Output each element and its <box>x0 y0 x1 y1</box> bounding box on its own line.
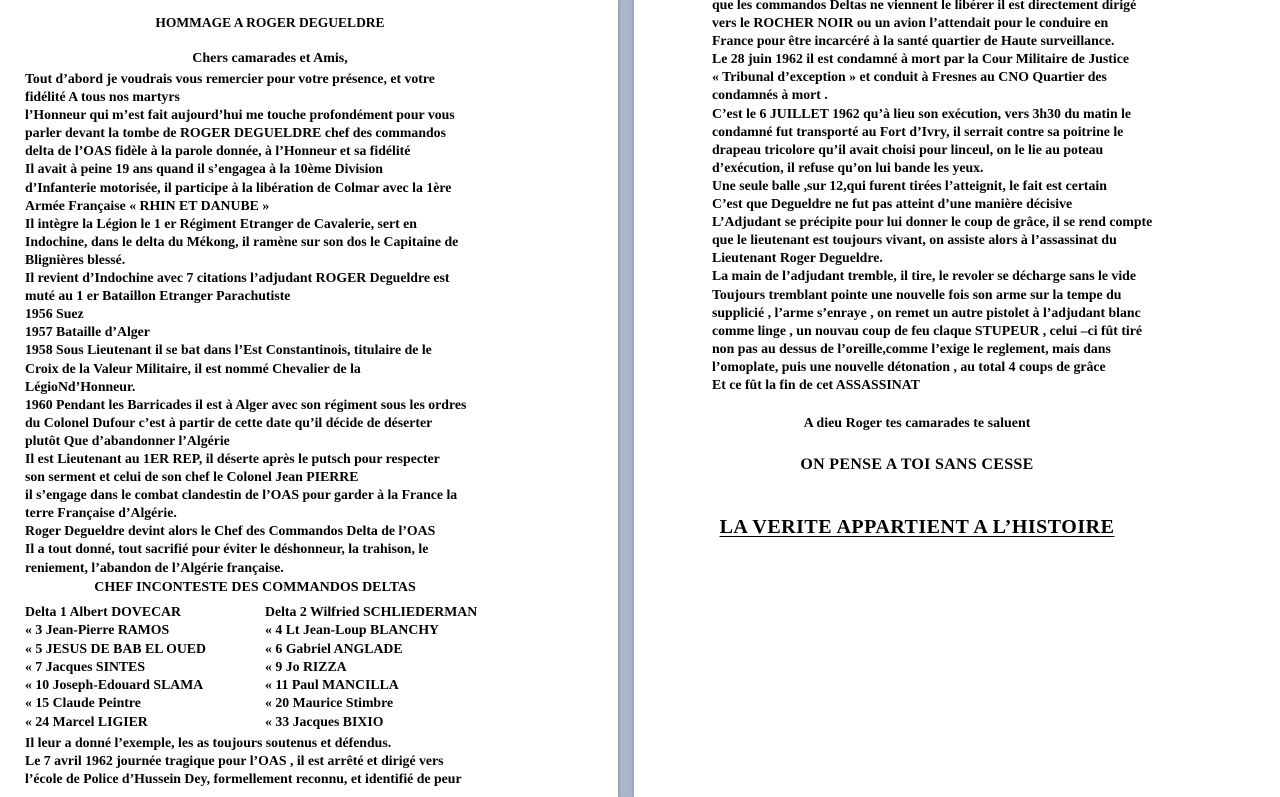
page-title: HOMMAGE A ROGER DEGUELDRE <box>155 15 385 30</box>
body-line: Et ce fût la fin de cet ASSASSINAT <box>712 376 920 392</box>
delta-row <box>25 641 605 659</box>
body-line: muté au 1 er Bataillon Etranger Parachutiste <box>25 288 291 304</box>
body-line: condamnés à mort . <box>712 87 828 103</box>
body-line: Une seule balle ,sur 12,qui furent tirées l’atteignit, le fait est certain <box>712 177 1107 193</box>
body-line: Le 7 avril 1962 journée tragique pour l’OAS , il est arrêté et dirigé vers <box>25 753 444 769</box>
body-line: condamné fut transporté au Fort d’Ivry, il serrait contre sa poitrine le <box>712 123 1124 139</box>
body-line: Toujours tremblant pointe une nouvelle fois son arme sur la tempe du <box>712 286 1122 302</box>
body-line: plutôt Que d’abandonner l’Algérie <box>25 432 230 448</box>
body-line: comme linge , un nouvau coup de feu claque STUPEUR , celui –ci fût tiré <box>712 322 1143 338</box>
body-line: l’omoplate, puis une nouvelle détonation , au total 4 coups de grâce <box>712 358 1106 374</box>
body-line: 1958 Sous Lieutenant il se bat dans l’Est Constantinois, titulaire de le <box>25 342 432 358</box>
body-line: d’Infanterie motorisée, il participe à la libération de Colmar avec la 1ère <box>25 179 452 195</box>
body-line: terre Française d’Algérie. <box>25 505 177 521</box>
body-line: que les commandos Deltas ne viennent le libérer il est directement dirigé <box>712 0 1137 12</box>
body-line: Il leur a donné l’exemple, les as toujours soutenus et défendus. <box>25 735 392 750</box>
body-line: Il avait à peine 19 ans quand il s’engagea à la 10ème Division <box>25 161 383 177</box>
body-line: drapeau tricolore qu’il avait choisi pour linceul, on le lie au poteau <box>712 141 1104 157</box>
delta-cell-left: « 24 Marcel LIGIER <box>25 713 148 729</box>
body-line: Il est Lieutenant au 1ER REP, il déserte après le putsch pour respecter <box>25 450 440 466</box>
right-page <box>634 0 1280 797</box>
body-line: reniement, l’abandon de l’Algérie française. <box>25 559 284 575</box>
body-line: d’exécution, il refuse qu’on lui bande les yeux. <box>712 159 984 175</box>
body-line: Armée Française « RHIN ET DANUBE » <box>25 197 270 213</box>
body-line: France pour être incarcéré à la santé quartier de Haute surveillance. <box>712 33 1115 49</box>
delta-cell-right: « 6 Gabriel ANGLADE <box>265 640 403 656</box>
body-line: 1960 Pendant les Barricades il est à Alger avec son régiment sous les ordres <box>25 396 467 412</box>
body-line: C’est le 6 JUILLET 1962 qu’à lieu son exécution, vers 3h30 du matin le <box>712 105 1132 121</box>
body-line: delta de l’OAS fidèle à la parole donnée, à l’Honneur et sa fidélité <box>25 143 411 159</box>
greeting: Chers camarades et Amis, <box>192 51 348 66</box>
body-line: Le 28 juin 1962 il est condamné à mort par la Cour Militaire de Justice <box>712 51 1129 67</box>
left-page <box>0 0 618 797</box>
body-line: fidélité A tous nos martyrs <box>25 89 180 105</box>
body-line: non pas au dessus de l’oreille,comme l’exige le reglement, mais dans <box>712 340 1111 356</box>
delta-cell-left: « 7 Jacques SINTES <box>25 658 145 674</box>
delta-cell-right: « 4 Lt Jean-Loup BLANCHY <box>265 622 440 638</box>
body-line: La main de l’adjudant tremble, il tire, le revoler se décharge sans le vide <box>712 268 1136 284</box>
delta-row <box>25 659 605 677</box>
delta-cell-right: « 20 Maurice Stimbre <box>265 695 394 711</box>
body-line: Il intègre la Légion le 1 er Régiment Etranger de Cavalerie, sert en <box>25 215 417 231</box>
delta-cell-left: « 3 Jean-Pierre RAMOS <box>25 622 170 638</box>
body-line: il s’engage dans le combat clandestin de l’OAS pour garder à la France la <box>25 487 458 503</box>
body-line: 1957 Bataille d’Alger <box>25 324 150 340</box>
body-line: Il a tout donné, tout sacrifié pour éviter le déshonneur, la trahison, le <box>25 541 429 557</box>
delta-row <box>25 695 605 713</box>
body-line: que le lieutenant est toujours vivant, on assiste alors à l’assassinat du <box>712 232 1117 248</box>
body-line: Il revient d’Indochine avec 7 citations l’adjudant ROGER Degueldre est <box>25 270 450 286</box>
body-line: C’est que Degueldre ne fut pas atteint d’une manière décisive <box>712 196 1073 212</box>
after-table-text <box>25 734 605 788</box>
body-line: son serment et celui de son chef le Colonel Jean PIERRE <box>25 469 359 485</box>
body-line: « Tribunal d’exception » et conduit à Fresnes au CNO Quartier des <box>712 69 1107 85</box>
farewell-line: A dieu Roger tes camarades te saluent <box>803 416 1031 431</box>
delta-table <box>25 604 605 732</box>
body-line: Roger Degueldre devint alors le Chef des Commandos Delta de l’OAS <box>25 523 436 539</box>
delta-cell-left: Delta 1 Albert DOVECAR <box>25 604 181 619</box>
body-line: l’Honneur qui m’est fait aujourd’hui me touche profondément pour vous <box>25 107 455 123</box>
delta-cell-left: « 5 JESUS DE BAB EL OUED <box>25 640 206 656</box>
delta-row <box>25 604 605 622</box>
delta-cell-left: « 10 Joseph-Edouard SLAMA <box>25 677 204 693</box>
delta-cell-right: « 11 Paul MANCILLA <box>265 677 399 693</box>
right-body-text <box>712 0 1272 394</box>
body-line: 1956 Suez <box>25 306 84 322</box>
delta-cell-right: « 9 Jo RIZZA <box>265 658 347 674</box>
delta-row <box>25 677 605 695</box>
delta-cell-left: « 15 Claude Peintre <box>25 695 141 711</box>
body-line: du Colonel Dufour c’est à partir de cette date qu’il décide de déserter <box>25 414 433 430</box>
body-line: Blignières blessé. <box>25 251 126 267</box>
verite-heading: LA VERITE APPARTIENT A L’HISTOIRE <box>719 516 1115 538</box>
delta-row <box>25 714 605 732</box>
body-line: l’école de Police d’Hussein Dey, formellement reconnu, et identifié de peur <box>25 771 462 787</box>
body-line: L’Adjudant se précipite pour lui donner le coup de grâce, il se rend compte <box>712 214 1153 230</box>
delta-cell-right: « 33 Jacques BIXIO <box>265 713 384 729</box>
body-line: supplicié , l’arme s’enraye , on remet un autre pistolet à l’adjudant blanc <box>712 304 1141 320</box>
body-line: Croix de la Valeur Militaire, il est nommé Chevalier de la <box>25 360 361 376</box>
body-line: Tout d’abord je voudrais vous remercier pour votre présence, et votre <box>25 71 435 86</box>
left-body-text <box>25 70 605 577</box>
body-line: LégioNd’Honneur. <box>25 378 136 394</box>
delta-row <box>25 622 605 640</box>
body-line: Indochine, dans le delta du Mékong, il ramène sur son dos le Capitaine de <box>25 233 459 249</box>
body-line: Lieutenant Roger Degueldre. <box>712 250 883 266</box>
body-line: parler devant la tombe de ROGER DEGUELDRE chef des commandos <box>25 125 446 141</box>
chef-heading: CHEF INCONTESTE DES COMMANDOS DELTAS <box>94 580 416 595</box>
pense-line: ON PENSE A TOI SANS CESSE <box>800 456 1034 473</box>
body-line: vers le ROCHER NOIR ou un avion l’attendait pour le conduire en <box>712 15 1109 31</box>
delta-cell-right: Delta 2 Wilfried SCHLIEDERMAN <box>265 604 478 619</box>
